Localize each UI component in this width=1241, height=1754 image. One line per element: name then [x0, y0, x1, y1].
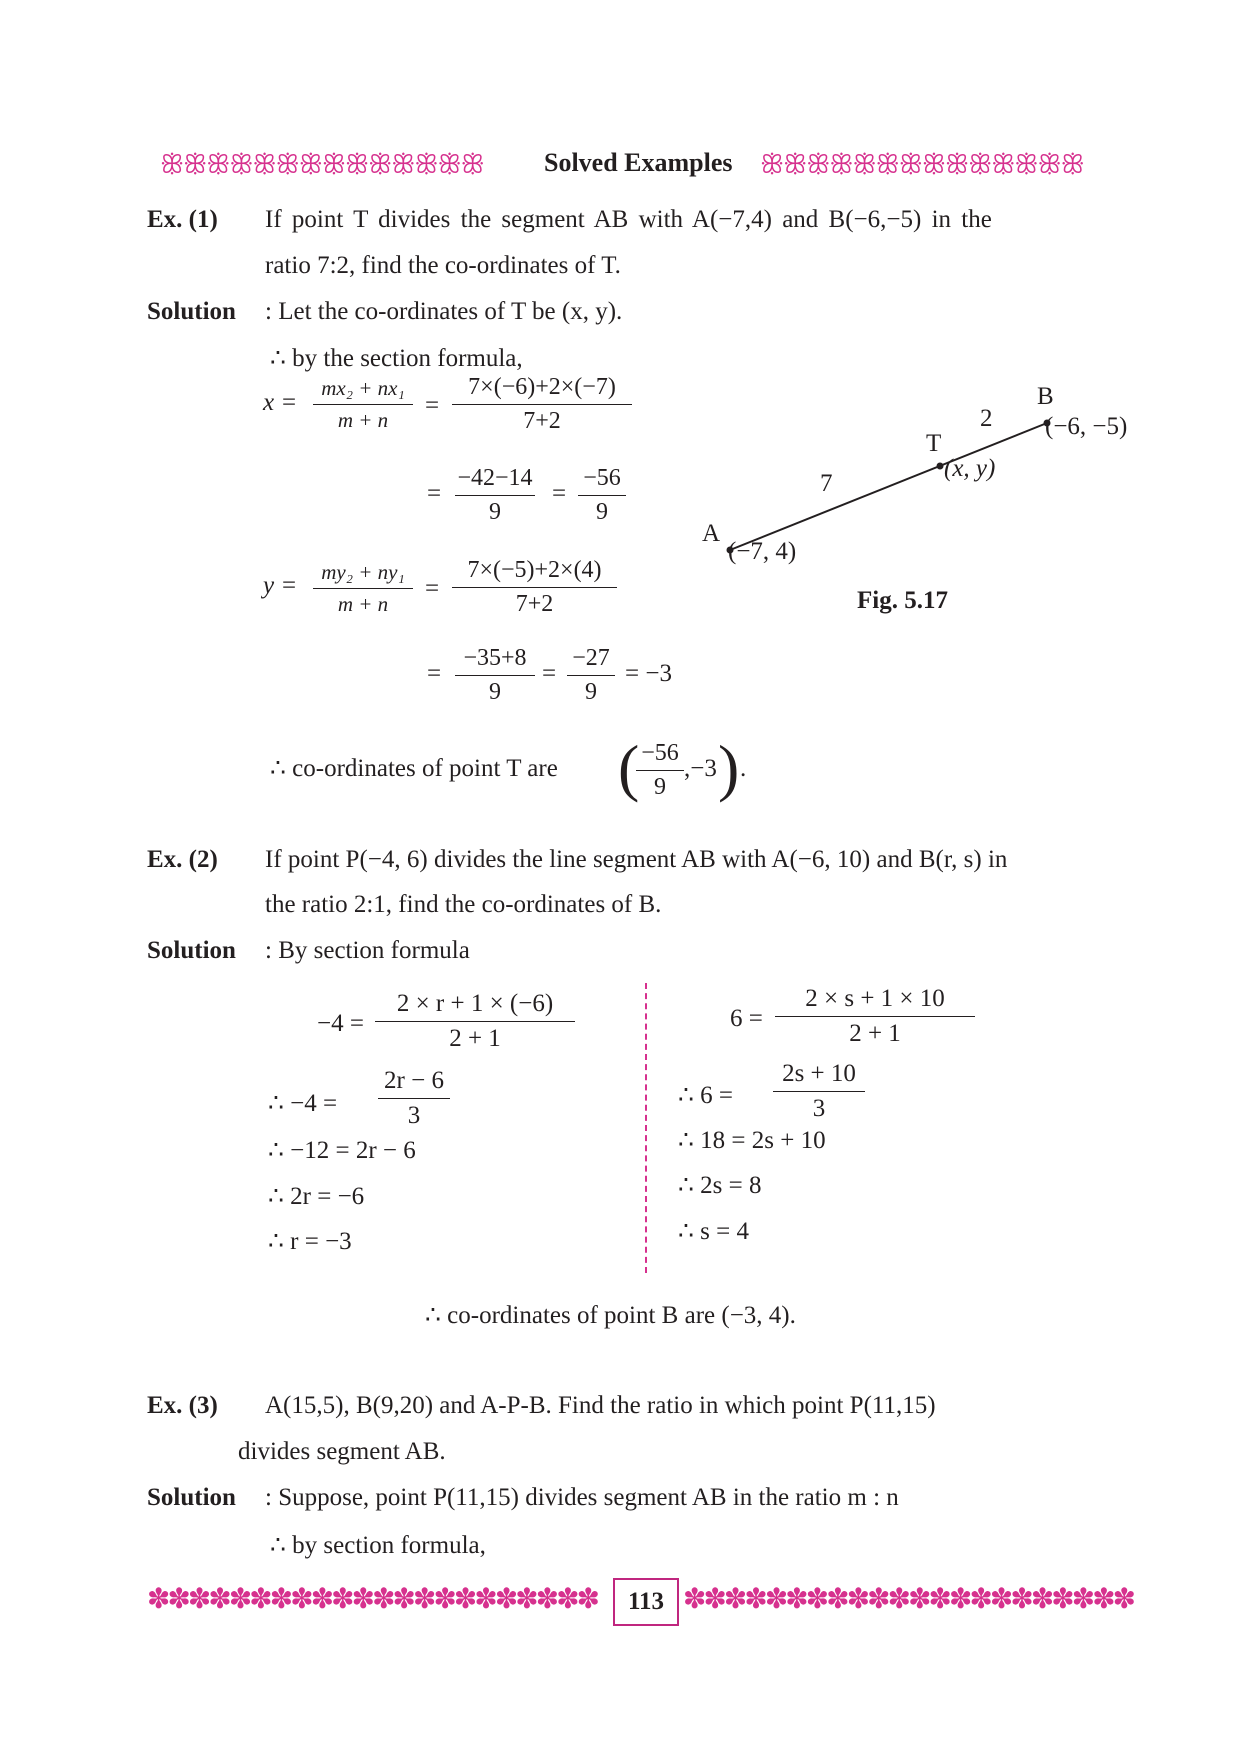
segment-AB — [730, 423, 1047, 550]
equals-sign: = — [427, 480, 442, 507]
example-1-question-line1: If point T divides the segment AB with A(−7,4) and B(−6,−5) in the — [265, 206, 992, 233]
left-eq5: ∴ r = −3 — [268, 1228, 352, 1255]
header-right-ornament: ꕥꕥꕥꕥꕥꕥꕥꕥꕥꕥꕥꕥꕥꕥ — [760, 150, 1084, 180]
y-lhs: y = — [263, 572, 298, 599]
y-formula-general-den: m + n — [337, 592, 389, 616]
conclusion-period: . — [740, 755, 747, 782]
conclusion-x-num: −56 — [641, 740, 679, 766]
example-2-question-line1: If point P(−4, 6) divides the line segment AB with A(−6, 10) and B(r, s) in — [265, 846, 1008, 873]
y-formula-step3-num: −35+8 — [463, 645, 527, 671]
x-formula-step3-num: −42−14 — [457, 465, 533, 491]
left-eq3: ∴ −12 = 2r − 6 — [268, 1137, 416, 1164]
example-2-label: Ex. (2) — [147, 846, 218, 873]
solution-2-line1: : By section formula — [265, 937, 470, 964]
figure-label-A: A — [702, 520, 721, 547]
equals-sign: = — [427, 660, 442, 687]
y-result-fraction — [567, 645, 615, 706]
y-formula-general — [313, 560, 413, 617]
y-formula-substituted-den: 7+2 — [515, 591, 554, 617]
x-formula-general-den: m + n — [337, 408, 389, 432]
example-1-label: Ex. (1) — [147, 206, 218, 233]
right-eq4: ∴ 2s = 8 — [678, 1172, 762, 1199]
right-eq2-num: 2s + 10 — [782, 1060, 856, 1087]
figure-segment-AT-ratio: 7 — [820, 470, 833, 497]
equals-sign: = — [425, 392, 440, 419]
conclusion-x-den: 9 — [654, 774, 666, 800]
left-eq1-num: 2 × r + 1 × (−6) — [396, 990, 554, 1017]
right-eq1-fraction — [775, 985, 975, 1048]
x-lhs: x = — [263, 389, 298, 416]
right-eq2-fraction — [773, 1060, 865, 1123]
left-eq2-lhs: ∴ −4 = — [268, 1090, 338, 1117]
page-number: 113 — [613, 1578, 679, 1626]
solution-2-label: Solution — [147, 937, 236, 964]
solution-1-line2: ∴ by the section formula, — [270, 345, 523, 372]
x-formula-substituted-den: 7+2 — [523, 408, 561, 434]
example-3-question-line1: A(15,5), B(9,20) and A-P-B. Find the ratio in which point P(11,15) — [265, 1392, 936, 1419]
right-eq2-lhs: ∴ 6 = — [678, 1082, 734, 1109]
equals-sign: = — [425, 575, 440, 602]
y-formula-substituted-num: 7×(−5)+2×(4) — [467, 557, 602, 583]
left-eq4: ∴ 2r = −6 — [268, 1183, 365, 1210]
point-T — [937, 463, 944, 470]
example-1-conclusion: ∴ co-ordinates of point T are — [270, 755, 558, 782]
footer-left-ornament: ✽✽✽✽✽✽✽✽✽✽✽✽✽✽✽✽✽✽✽✽✽✽ — [147, 1582, 598, 1615]
right-eq1-lhs: 6 = — [730, 1005, 763, 1032]
y-result: = −3 — [625, 660, 672, 687]
left-eq1-fraction — [375, 990, 575, 1053]
right-eq1-den: 2 + 1 — [849, 1020, 901, 1047]
x-formula-general-num: mx₂ + nx₁ — [321, 376, 405, 400]
conclusion-x-fraction — [636, 740, 684, 801]
left-eq1-den: 2 + 1 — [449, 1025, 501, 1052]
x-result — [578, 465, 626, 526]
y-formula-substituted — [452, 557, 617, 618]
y-result-fraction-den: 9 — [585, 679, 597, 705]
x-formula-step3 — [455, 465, 535, 526]
right-eq3: ∴ 18 = 2s + 10 — [678, 1127, 826, 1154]
right-paren: ) — [718, 732, 740, 803]
solution-1-line1: : Let the co-ordinates of T be (x, y). — [265, 298, 623, 325]
y-formula-step3-den: 9 — [489, 679, 501, 705]
footer-right-ornament: ✽✽✽✽✽✽✽✽✽✽✽✽✽✽✽✽✽✽✽✽✽✽ — [683, 1582, 1134, 1615]
example-1-question-line2: ratio 7:2, find the co-ordinates of T. — [265, 252, 621, 279]
equals-sign: = — [552, 480, 567, 507]
figure-coord-T: (x, y) — [944, 455, 996, 482]
figure-label-T: T — [926, 430, 942, 457]
y-formula-general-num: my₂ + ny₁ — [321, 560, 405, 584]
y-result-fraction-num: −27 — [572, 645, 610, 671]
figure-label-B: B — [1037, 383, 1054, 410]
x-formula-substituted — [452, 374, 632, 435]
y-formula-step3 — [455, 645, 535, 706]
solution-3-line2: ∴ by section formula, — [270, 1532, 486, 1559]
column-divider — [645, 983, 647, 1273]
section-title: Solved Examples — [544, 148, 733, 177]
figure-coord-A: (−7, 4) — [728, 538, 797, 565]
example-3-label: Ex. (3) — [147, 1392, 218, 1419]
x-result-num: −56 — [583, 465, 621, 491]
left-eq1-lhs: −4 = — [317, 1010, 364, 1037]
figure-caption: Fig. 5.17 — [857, 587, 948, 614]
solution-3-label: Solution — [147, 1484, 236, 1511]
solution-3-line1: : Suppose, point P(11,15) divides segment AB in the ratio m : n — [265, 1484, 899, 1511]
figure-segment-TB-ratio: 2 — [980, 405, 993, 432]
header-left-ornament: ꕥꕥꕥꕥꕥꕥꕥꕥꕥꕥꕥꕥꕥꕥ — [160, 150, 484, 180]
left-eq2-fraction — [378, 1067, 450, 1130]
figure-coord-B: (−6, −5) — [1045, 413, 1128, 440]
right-eq2-den: 3 — [812, 1095, 826, 1122]
equals-sign: = — [542, 660, 557, 687]
left-eq2-num: 2r − 6 — [384, 1067, 444, 1094]
x-formula-step3-den: 9 — [489, 499, 501, 525]
x-formula-substituted-num: 7×(−6)+2×(−7) — [468, 374, 616, 400]
conclusion-y: ,−3 — [684, 755, 717, 782]
example-2-question-line2: the ratio 2:1, find the co-ordinates of B. — [265, 891, 662, 918]
example-2-conclusion: ∴ co-ordinates of point B are (−3, 4). — [425, 1302, 796, 1329]
right-eq1-num: 2 × s + 1 × 10 — [805, 985, 945, 1012]
right-eq5: ∴ s = 4 — [678, 1218, 749, 1245]
x-result-den: 9 — [596, 499, 608, 525]
left-paren: ( — [618, 732, 640, 803]
solution-1-label: Solution — [147, 298, 236, 325]
example-3-question-line2: divides segment AB. — [238, 1438, 446, 1465]
left-eq2-den: 3 — [407, 1102, 421, 1129]
x-formula-general — [313, 376, 413, 433]
